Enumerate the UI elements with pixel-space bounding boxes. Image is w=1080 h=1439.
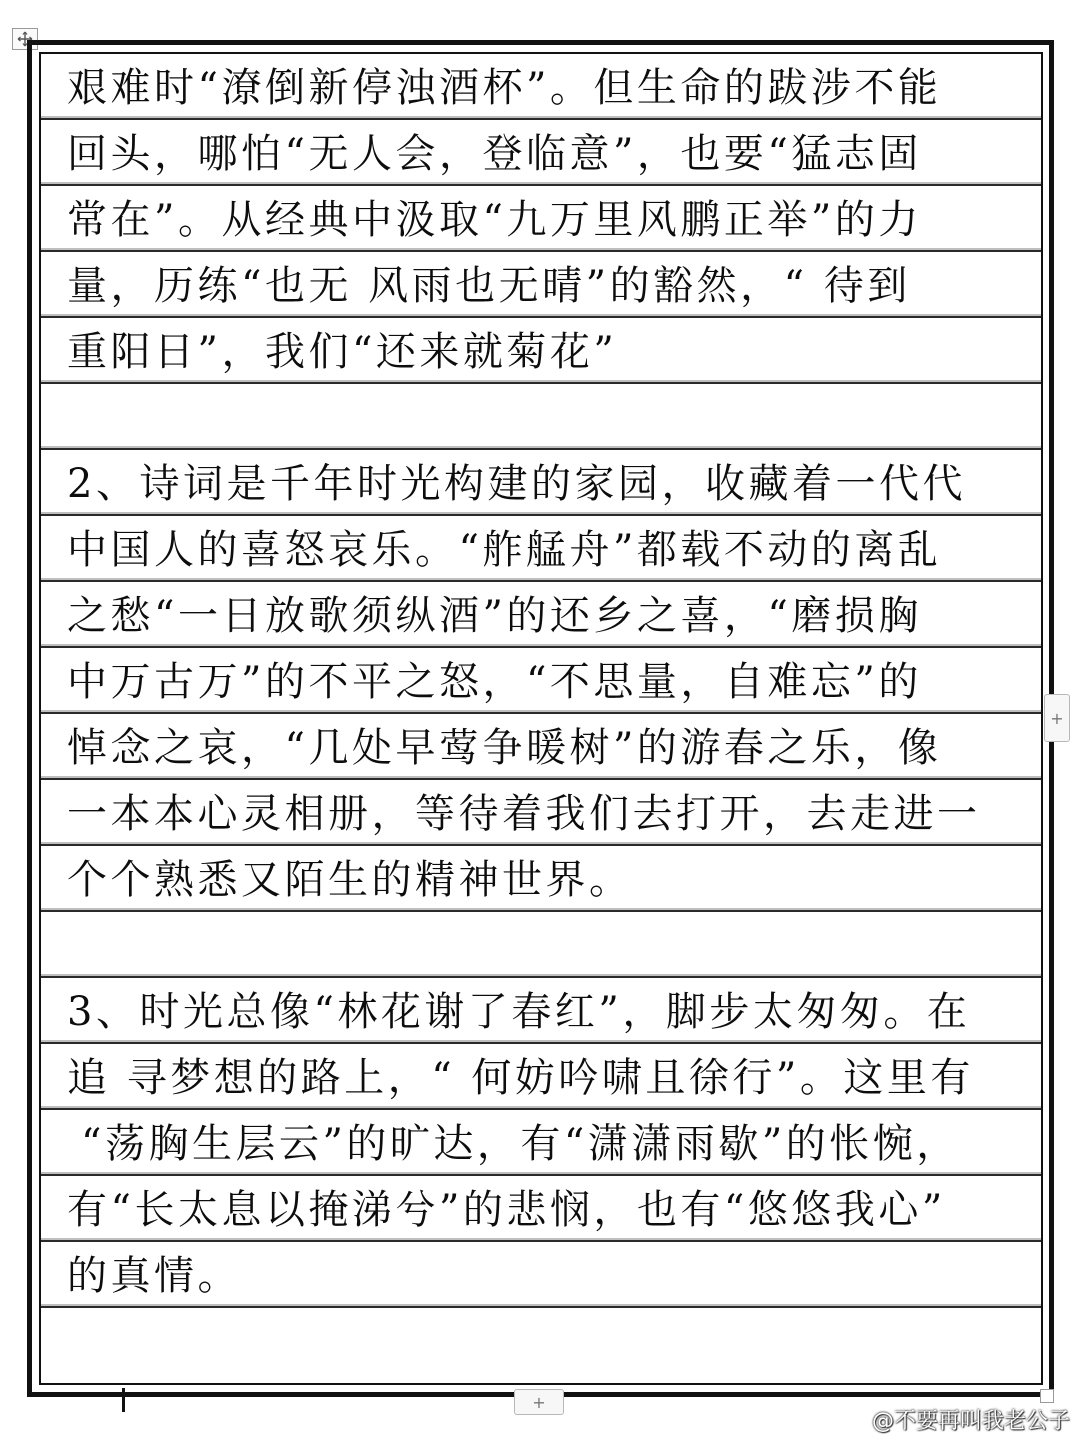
plus-icon: + (1050, 708, 1064, 728)
table-row[interactable] (41, 780, 1041, 846)
table-row[interactable] (41, 978, 1041, 1044)
table-row[interactable] (41, 1242, 1041, 1308)
table-row[interactable] (41, 648, 1041, 714)
line-text: 回头，哪怕“无人会，登临意”，也要“猛志固 (67, 131, 922, 177)
table-row[interactable] (41, 186, 1041, 252)
line-text: 一本本心灵相册，等待着我们去打开，去走进一 (67, 791, 981, 837)
line-text: 个个熟悉又陌生的精神世界。 (67, 857, 633, 903)
table-row[interactable] (41, 1110, 1041, 1176)
line-text: 2、诗词是千年时光构建的家园，收藏着一代代 (67, 461, 966, 507)
table-row[interactable] (41, 1308, 1041, 1367)
line-text: 重阳日”，我们“还来就菊花” (67, 329, 618, 375)
table-row[interactable] (41, 318, 1041, 384)
plus-icon: + (532, 1392, 546, 1412)
line-text: 之愁“一日放歌须纵酒”的还乡之喜，“磨损胸 (67, 593, 922, 639)
watermark (836, 1404, 1070, 1435)
table-row[interactable] (41, 252, 1041, 318)
line-text: 的真情。 (67, 1253, 241, 1299)
table-body (41, 54, 1041, 1367)
line-text: 中国人的喜怒哀乐。“舴艋舟”都载不动的离乱 (67, 527, 942, 573)
table-row[interactable] (41, 912, 1041, 978)
add-column-button[interactable] (1044, 694, 1070, 742)
table-row[interactable] (41, 846, 1041, 912)
watermark-text: @不要再叫我老公子 (871, 1409, 1070, 1434)
line-text: 常在”。从经典中汲取“九万里风鹏正举”的力 (67, 197, 922, 243)
table-row[interactable] (41, 384, 1041, 450)
line-text: 悼念之哀，“几处早莺争暖树”的游春之乐，像 (67, 725, 942, 771)
line-text: 有“长太息以掩涕兮”的悲悯，也有“悠悠我心” (67, 1187, 946, 1233)
table-row[interactable] (41, 714, 1041, 780)
line-text: 量，历练“也无 风雨也无晴”的豁然，“ 待到 (67, 263, 911, 309)
line-text: 3、时光总像“林花谢了春红”，脚步太匆匆。在 (67, 989, 971, 1035)
table-row[interactable] (41, 516, 1041, 582)
weibo-logo-icon (836, 1408, 866, 1432)
line-text: 艰难时“潦倒新停浊酒杯”。但生命的跋涉不能 (67, 65, 942, 111)
add-row-button[interactable] (514, 1389, 564, 1415)
table-row[interactable] (41, 450, 1041, 516)
line-text: 中万古万”的不平之怒，“不思量，自难忘”的 (67, 659, 922, 705)
table-row[interactable] (41, 1044, 1041, 1110)
table-row[interactable] (41, 54, 1041, 120)
table-row[interactable] (41, 1176, 1041, 1242)
table-row[interactable] (41, 582, 1041, 648)
text-cursor (122, 1388, 125, 1412)
table-row[interactable] (41, 120, 1041, 186)
line-text: 追 寻梦想的路上，“ 何妨吟啸且徐行”。这里有 (67, 1055, 974, 1101)
line-text: “荡胸生层云”的旷达，有“潇潇雨歇”的怅惋， (81, 1121, 960, 1167)
table-resize-handle[interactable] (1040, 1389, 1054, 1403)
